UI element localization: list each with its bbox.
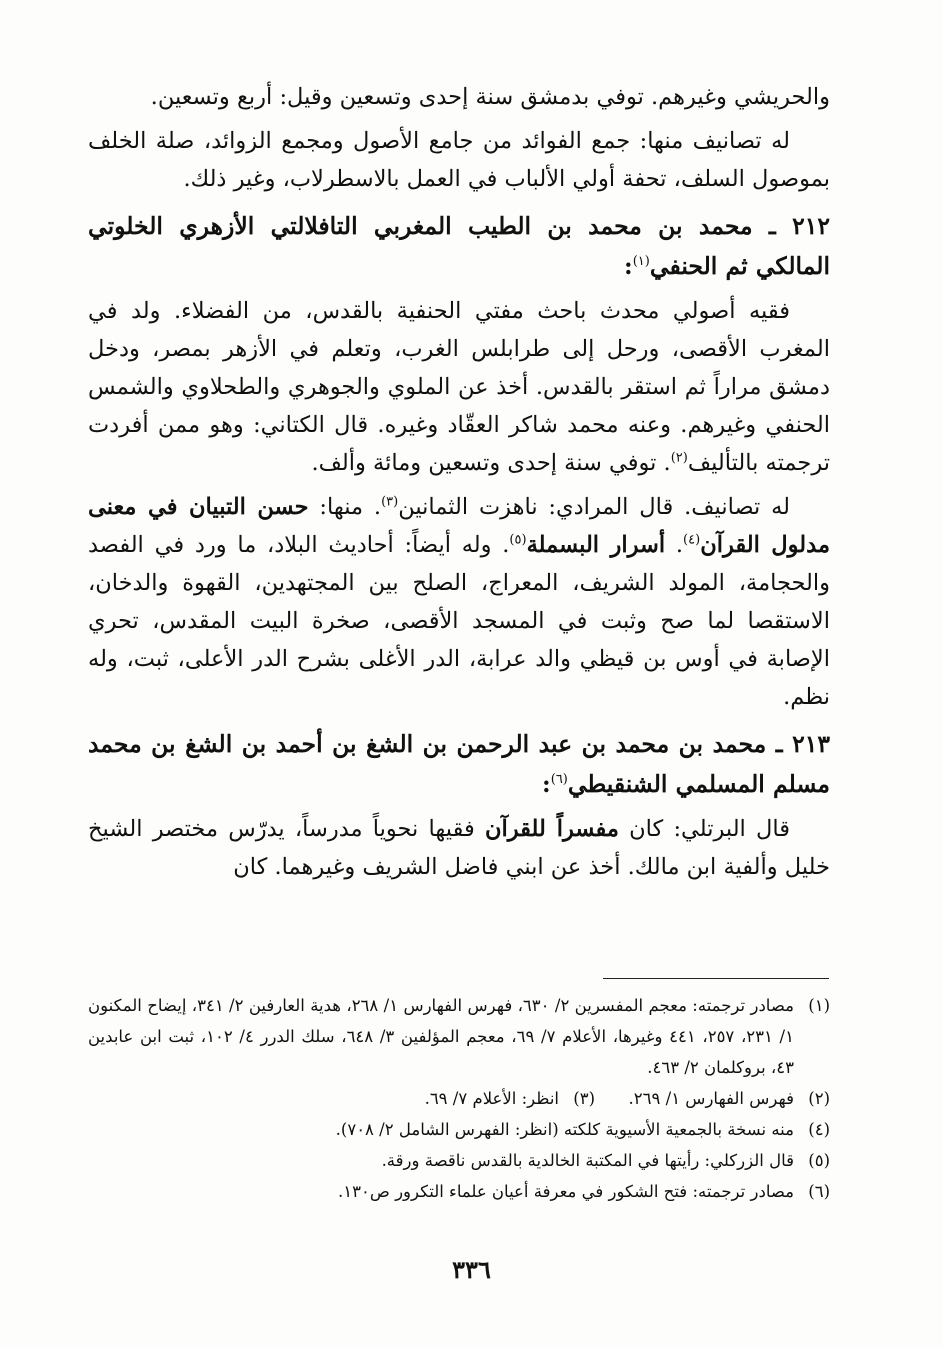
colon: : bbox=[624, 252, 633, 280]
entry-number: ٢١٢ ـ bbox=[768, 212, 831, 240]
footnote-ref: (٥) bbox=[509, 532, 527, 548]
paragraph bbox=[88, 810, 830, 886]
footnote-ref: (٤) bbox=[683, 532, 701, 548]
footnote-ref: (٦) bbox=[550, 772, 568, 788]
footnote-divider bbox=[603, 978, 829, 979]
footnote-number: (٤) bbox=[808, 1120, 830, 1139]
page-number: ٣٣٦ bbox=[452, 1255, 491, 1284]
text-run: له تصانيف. قال المرادي: ناهزت الثمانين bbox=[398, 494, 790, 520]
book-title: أسرار البسملة bbox=[526, 532, 666, 558]
footnote-ref: (٣) bbox=[381, 494, 399, 510]
entry-heading-213 bbox=[88, 724, 830, 804]
book-title: حسن التبيان في معنى مدلول القرآن bbox=[88, 494, 830, 558]
footnote-number: (٢) bbox=[808, 1089, 830, 1108]
entry-name: محمد بن محمد بن عبد الرحمن بن الشغ بن أحمد بن الشغ بن محمد مسلم المسلمي الشنقيطي bbox=[88, 730, 830, 798]
text-run: فقيه أصولي محدث باحث مفتي الحنفية بالقدس، من الفضلاء. ولد في المغرب الأقصى، ورحل إلى طرابلس الغرب، وتعلم في الأزهر بمصر، ودخل دمشق مراراً ثم استقر بالقدس. أخذ عن الملوي والجوهري والطحلاوي والشمس الحنفي وغيرهم. وعنه محمد شاكر العقّاد وغيره. قال الكتاني: وهو ممن أفردت ترجمته بالتأليف bbox=[88, 298, 830, 476]
footnote-text: قال الزركلي: رأيتها في المكتبة الخالدية بالقدس ناقصة ورقة. bbox=[381, 1151, 794, 1170]
text-run: . توفي سنة إحدى وتسعين ومائة وألف. bbox=[311, 450, 671, 476]
footnote-number: (٦) bbox=[808, 1182, 830, 1201]
colon: : bbox=[542, 770, 551, 798]
footnote-text: مصادر ترجمته: فتح الشكور في معرفة أعيان علماء التكرور ص١٣٠. bbox=[338, 1182, 794, 1201]
emphasis: مفسراً للقرآن bbox=[484, 816, 619, 842]
footnote-ref: (١) bbox=[632, 254, 650, 270]
footnote-4 bbox=[88, 1114, 830, 1145]
entry-heading-212 bbox=[88, 206, 830, 286]
footnote-number: (١) bbox=[808, 996, 830, 1015]
footnote-ref: (٢) bbox=[670, 450, 688, 466]
footnote-3 bbox=[425, 1083, 595, 1114]
footnote-2 bbox=[595, 1083, 830, 1114]
paragraph bbox=[88, 292, 830, 482]
footnote-number: (٥) bbox=[808, 1151, 830, 1170]
footnote-5 bbox=[88, 1145, 830, 1176]
text-run: قال البرتلي: كان bbox=[618, 816, 790, 842]
footnote-1 bbox=[88, 990, 830, 1083]
text-run: . منها: bbox=[308, 494, 382, 520]
footnote-pair bbox=[88, 1083, 830, 1114]
footnote-number: (٣) bbox=[573, 1089, 595, 1108]
entry-number: ٢١٣ ـ bbox=[775, 730, 830, 758]
footnote-text: انظر: الأعلام ٧/ ٦٩. bbox=[424, 1089, 559, 1108]
main-text bbox=[88, 78, 830, 886]
footnote-text: مصادر ترجمته: معجم المفسرين ٢/ ٦٣٠، فهرس الفهارس ١/ ٢٦٨، هدية العارفين ٢/ ٣٤١، إيضاح المكنون ١/ ٢٣١، ٢٥٧، ٤٤١ وغيرها، الأعلام ٧/ ٦٩، معجم المؤلفين ٣/ ٦٤٨، سلك الدرر ٤/ ١٠٢، ثبت ابن عابدين ٤٣، بروكلمان ٢/ ٤٦٣. bbox=[88, 996, 794, 1077]
paragraph: والحريشي وغيرهم. توفي بدمشق سنة إحدى وتسعين وقيل: أربع وتسعين. bbox=[150, 84, 830, 110]
text-run: . وله أيضاً: أحاديث البلاد، ما ورد في الفصد والحجامة، المولد الشريف، المعراج، الصلح بين المجتهدين، القهوة والدخان، الاستقصا لما صح وثبت في المسجد الأقصى، صخرة البيت المقدس، تحري الإصابة في أوس بن قيظي والد عرابة، الدر الأغلى بشرح الدر الأعلى، ثبت، وله نظم. bbox=[88, 532, 830, 710]
paragraph: له تصانيف منها: جمع الفوائد من جامع الأصول ومجمع الزوائد، صلة الخلف بموصول السلف، تحفة أولي الألباب في العمل بالاسطرلاب، وغير ذلك. bbox=[88, 128, 830, 192]
text-run: فقيها نحوياً مدرساً، يدرّس مختصر الشيخ خليل وألفية ابن مالك. أخذ عن ابني فاضل الشريف وغيرهما. كان bbox=[88, 816, 830, 880]
text-run: . bbox=[665, 532, 684, 558]
footnote-text: فهرس الفهارس ١/ ٢٦٩. bbox=[628, 1089, 794, 1108]
paragraph bbox=[88, 488, 830, 716]
footnotes bbox=[88, 990, 830, 1207]
entry-name: محمد بن محمد بن الطيب المغربي التافلالتي الأزهري الخلوتي المالكي ثم الحنفي bbox=[88, 212, 830, 280]
footnote-text: منه نسخة بالجمعية الأسيوية كلكته (انظر: الفهرس الشامل ٢/ ٧٠٨). bbox=[335, 1120, 794, 1139]
footnote-6 bbox=[88, 1176, 830, 1207]
